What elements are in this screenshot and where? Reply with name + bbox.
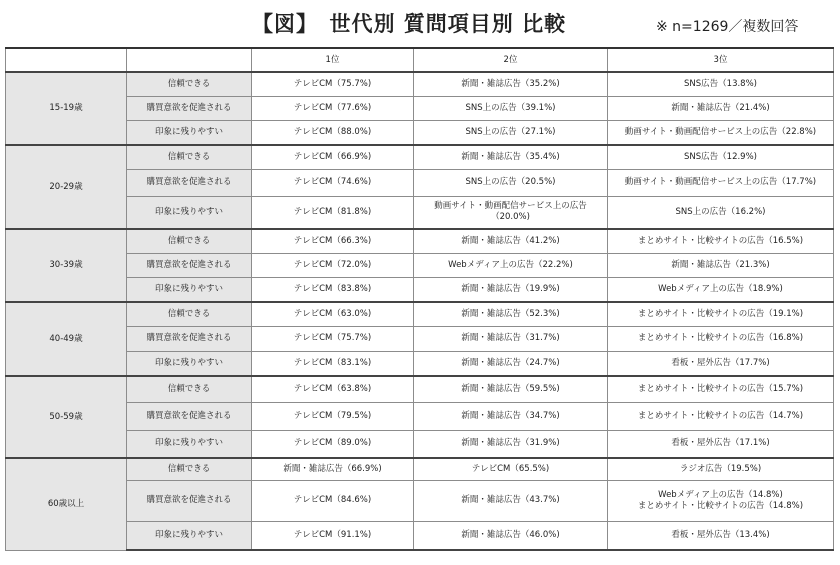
- header-cell-rank3: 3位: [608, 48, 834, 72]
- question-cell: 印象に残りやすい: [127, 120, 252, 145]
- age-group-cell: 40-49歳: [6, 302, 127, 376]
- table-row: [6, 351, 834, 376]
- rank2-cell: 新聞・雑誌広告（52.3%): [414, 302, 608, 326]
- rank3-cell: まとめサイト・比較サイトの広告（15.7%): [608, 376, 834, 402]
- rank3-cell: Webメディア上の広告（18.9%): [608, 277, 834, 302]
- rank3-cell: SNS広告（12.9%): [608, 145, 834, 169]
- question-cell: 信頼できる: [127, 72, 252, 96]
- rank1-cell: テレビCM（72.0%): [252, 253, 414, 277]
- question-cell: 印象に残りやすい: [127, 277, 252, 302]
- rank2-cell: 新聞・雑誌広告（43.7%): [414, 480, 608, 521]
- rank2-cell: テレビCM（65.5%): [414, 458, 608, 480]
- header-cell-question: [127, 48, 252, 72]
- rank2-cell: 新聞・雑誌広告（31.9%): [414, 430, 608, 458]
- rank3-cell: SNS上の広告（16.2%): [608, 196, 834, 229]
- question-cell: 信頼できる: [127, 376, 252, 402]
- header-cell-age: [6, 48, 127, 72]
- rank3-cell: Webメディア上の広告（14.8%) まとめサイト・比較サイトの広告（14.8%): [608, 480, 834, 521]
- question-cell: 印象に残りやすい: [127, 430, 252, 458]
- page-title: 【図】 世代別 質問項目別 比較: [252, 12, 567, 36]
- question-cell: 信頼できる: [127, 458, 252, 480]
- header-cell-rank1: 1位: [252, 48, 414, 72]
- rank3-cell: 看板・屋外広告（17.7%): [608, 351, 834, 376]
- table-row: [6, 120, 834, 145]
- rank2-cell: 新聞・雑誌広告（31.7%): [414, 326, 608, 351]
- table-row: [6, 480, 834, 521]
- rank2-cell: SNS上の広告（39.1%): [414, 96, 608, 120]
- question-cell: 購買意欲を促進される: [127, 169, 252, 196]
- rank3-cell: まとめサイト・比較サイトの広告（16.8%): [608, 326, 834, 351]
- rank3-cell: SNS広告（13.8%): [608, 72, 834, 96]
- rank1-cell: テレビCM（84.6%): [252, 480, 414, 521]
- rank3-cell: 看板・屋外広告（17.1%): [608, 430, 834, 458]
- rank3-cell: 看板・屋外広告（13.4%): [608, 521, 834, 550]
- rank1-cell: テレビCM（75.7%): [252, 72, 414, 96]
- rank1-cell: テレビCM（66.3%): [252, 229, 414, 253]
- question-cell: 購買意欲を促進される: [127, 96, 252, 120]
- rank1-cell: テレビCM（91.1%): [252, 521, 414, 550]
- age-group-cell: 50-59歳: [6, 376, 127, 458]
- table-row: [6, 145, 834, 169]
- rank2-cell: 新聞・雑誌広告（35.2%): [414, 72, 608, 96]
- comparison-table: [5, 47, 834, 551]
- question-cell: 購買意欲を促進される: [127, 480, 252, 521]
- sample-note: ※ n=1269／複数回答: [656, 19, 799, 35]
- question-cell: 購買意欲を促進される: [127, 253, 252, 277]
- age-group-cell: 20-29歳: [6, 145, 127, 229]
- rank1-cell: テレビCM（63.8%): [252, 376, 414, 402]
- rank1-cell: テレビCM（79.5%): [252, 402, 414, 430]
- rank3-cell: まとめサイト・比較サイトの広告（14.7%): [608, 402, 834, 430]
- table-row: [6, 521, 834, 550]
- rank1-cell: テレビCM（88.0%): [252, 120, 414, 145]
- table-row: [6, 458, 834, 480]
- table-row: [6, 72, 834, 96]
- rank2-cell: 新聞・雑誌広告（34.7%): [414, 402, 608, 430]
- title-bar: [0, 0, 840, 44]
- table-row: [6, 302, 834, 326]
- rank1-cell: テレビCM（83.8%): [252, 277, 414, 302]
- question-cell: 信頼できる: [127, 302, 252, 326]
- rank3-cell: まとめサイト・比較サイトの広告（19.1%): [608, 302, 834, 326]
- table-row: [6, 196, 834, 229]
- rank3-cell: 動画サイト・動画配信サービス上の広告（22.8%): [608, 120, 834, 145]
- rank3-cell: 新聞・雑誌広告（21.3%): [608, 253, 834, 277]
- rank2-cell: 新聞・雑誌広告（41.2%): [414, 229, 608, 253]
- table-row: [6, 430, 834, 458]
- rank3-cell: 動画サイト・動画配信サービス上の広告（17.7%): [608, 169, 834, 196]
- rank2-cell: 新聞・雑誌広告（35.4%): [414, 145, 608, 169]
- question-cell: 信頼できる: [127, 229, 252, 253]
- rank1-cell: テレビCM（81.8%): [252, 196, 414, 229]
- rank2-cell: 新聞・雑誌広告（24.7%): [414, 351, 608, 376]
- rank3-cell: まとめサイト・比較サイトの広告（16.5%): [608, 229, 834, 253]
- table-row: [6, 169, 834, 196]
- rank2-cell: 新聞・雑誌広告（46.0%): [414, 521, 608, 550]
- rank1-cell: テレビCM（63.0%): [252, 302, 414, 326]
- table-row: [6, 376, 834, 402]
- rank3-cell: 新聞・雑誌広告（21.4%): [608, 96, 834, 120]
- rank3-cell: ラジオ広告（19.5%): [608, 458, 834, 480]
- rank1-cell: テレビCM（83.1%): [252, 351, 414, 376]
- header-row: [6, 48, 834, 72]
- question-cell: 印象に残りやすい: [127, 196, 252, 229]
- rank1-cell: テレビCM（66.9%): [252, 145, 414, 169]
- rank2-cell: Webメディア上の広告（22.2%): [414, 253, 608, 277]
- table-row: [6, 253, 834, 277]
- rank2-cell: 新聞・雑誌広告（59.5%): [414, 376, 608, 402]
- rank1-cell: テレビCM（77.6%): [252, 96, 414, 120]
- table-row: [6, 326, 834, 351]
- rank1-cell: テレビCM（89.0%): [252, 430, 414, 458]
- age-group-cell: 60歳以上: [6, 458, 127, 550]
- header-cell-rank2: 2位: [414, 48, 608, 72]
- table-row: [6, 229, 834, 253]
- question-cell: 印象に残りやすい: [127, 351, 252, 376]
- rank2-cell: 新聞・雑誌広告（19.9%): [414, 277, 608, 302]
- rank2-cell: SNS上の広告（20.5%): [414, 169, 608, 196]
- rank2-cell: SNS上の広告（27.1%): [414, 120, 608, 145]
- table-row: [6, 96, 834, 120]
- rank1-cell: テレビCM（75.7%): [252, 326, 414, 351]
- rank1-cell: テレビCM（74.6%): [252, 169, 414, 196]
- question-cell: 印象に残りやすい: [127, 521, 252, 550]
- question-cell: 信頼できる: [127, 145, 252, 169]
- age-group-cell: 30-39歳: [6, 229, 127, 302]
- rank1-cell: 新聞・雑誌広告（66.9%): [252, 458, 414, 480]
- rank2-cell: 動画サイト・動画配信サービス上の広告（20.0%): [414, 196, 608, 229]
- question-cell: 購買意欲を促進される: [127, 326, 252, 351]
- age-group-cell: 15-19歳: [6, 72, 127, 145]
- table-row: [6, 277, 834, 302]
- question-cell: 購買意欲を促進される: [127, 402, 252, 430]
- table-row: [6, 402, 834, 430]
